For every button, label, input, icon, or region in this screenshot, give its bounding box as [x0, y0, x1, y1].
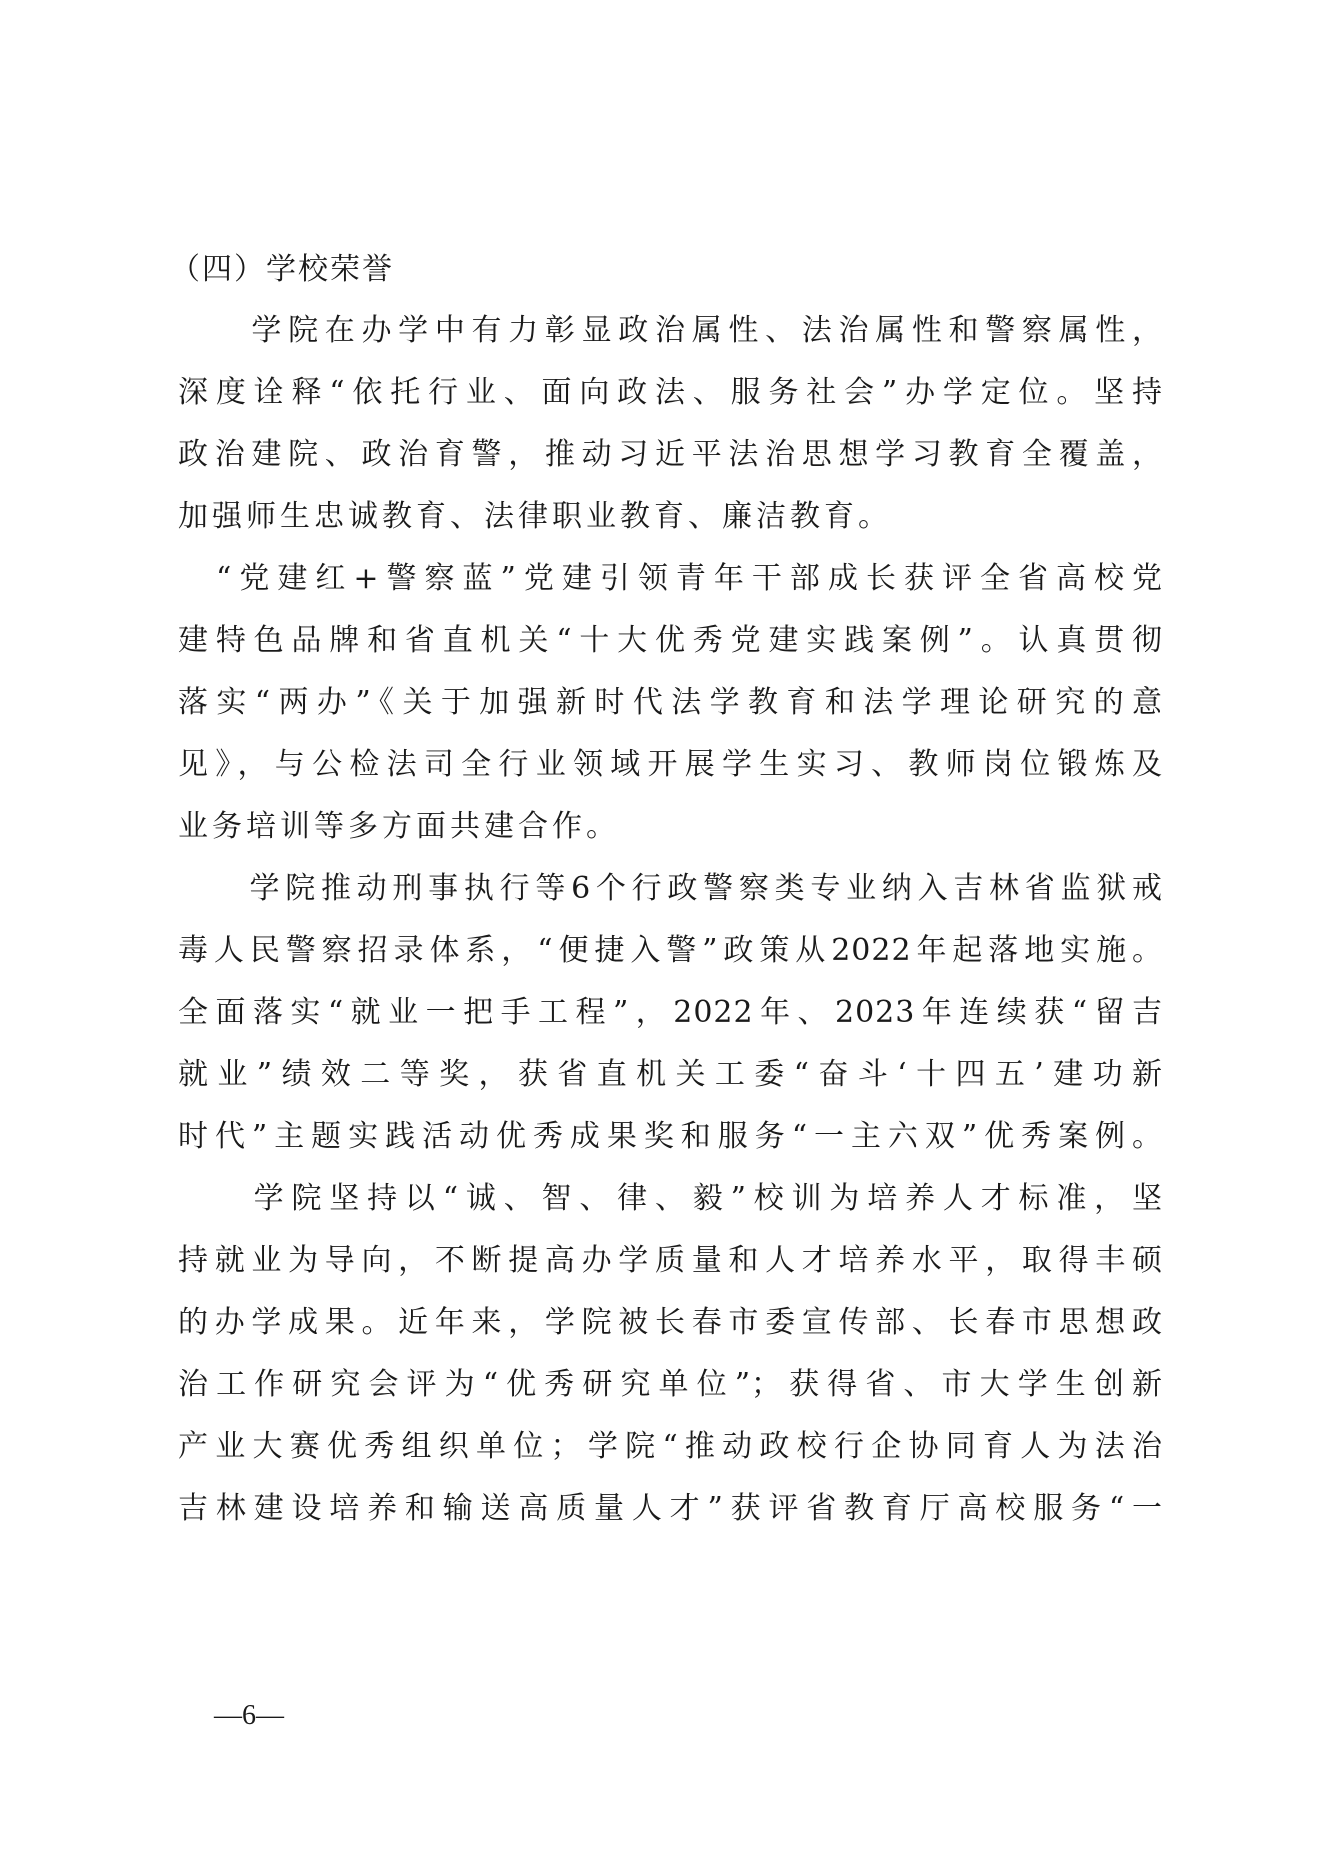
document-body — [170, 240, 1163, 1540]
paragraph-line: 学院推动刑事执行等6个行政警察类专业纳入吉林省监狱戒 — [178, 871, 1163, 906]
paragraph-line: 建特色品牌和省直机关“十大优秀党建实践案例”。认真贯彻 — [178, 623, 1163, 658]
paragraph-line: 时代”主题实践活动优秀成果奖和服务“一主六双”优秀案例。 — [178, 1119, 1163, 1154]
paragraph-line: 深度诠释“依托行业、面向政法、服务社会”办学定位。坚持 — [178, 375, 1163, 410]
paragraph-political-attributes — [178, 300, 1163, 548]
paragraph-line: 治工作研究会评为“优秀研究单位”；获得省、市大学生创新 — [178, 1367, 1163, 1402]
paragraph-line: “党建红+警察蓝”党建引领青年干部成长获评全省高校党 — [178, 561, 1163, 596]
paragraph-line: 吉林建设培养和输送高质量人才”获评省教育厅高校服务“一 — [178, 1491, 1163, 1526]
paragraph-line: 的办学成果。近年来，学院被长春市委宣传部、长春市思想政 — [178, 1305, 1163, 1340]
paragraph-school-motto — [178, 1168, 1163, 1540]
paragraph-police-recruitment — [178, 858, 1163, 1168]
paragraph-line: 学院坚持以“诚、智、律、毅”校训为培养人才标准，坚 — [178, 1181, 1163, 1216]
paragraph-line: 业务培训等多方面共建合作。 — [178, 809, 620, 844]
section-heading: （四）学校荣誉 — [170, 252, 394, 287]
paragraph-party-building — [178, 548, 1163, 858]
paragraph-line: 见》，与公检法司全行业领域开展学生实习、教师岗位锻炼及 — [178, 747, 1163, 782]
paragraph-line: 就业”绩效二等奖，获省直机关工委“奋斗‘十四五’建功新 — [178, 1057, 1163, 1092]
paragraph-line: 政治建院、政治育警，推动习近平法治思想学习教育全覆盖， — [178, 437, 1163, 472]
paragraph-line: 毒人民警察招录体系，“便捷入警”政策从2022年起落地实施。 — [178, 933, 1163, 968]
page-number: —6— — [214, 1700, 284, 1731]
paragraph-line: 落实“两办”《关于加强新时代法学教育和法学理论研究的意 — [178, 685, 1163, 720]
paragraph-line: 加强师生忠诚教育、法律职业教育、廉洁教育。 — [178, 499, 892, 534]
paragraph-line: 学院在办学中有力彰显政治属性、法治属性和警察属性， — [178, 313, 1163, 348]
paragraph-line: 产业大赛优秀组织单位；学院“推动政校行企协同育人为法治 — [178, 1429, 1163, 1464]
paragraph-line: 全面落实“就业一把手工程”，2022年、2023年连续获“留吉 — [178, 995, 1163, 1030]
paragraph-line: 持就业为导向，不断提高办学质量和人才培养水平，取得丰硕 — [178, 1243, 1163, 1278]
